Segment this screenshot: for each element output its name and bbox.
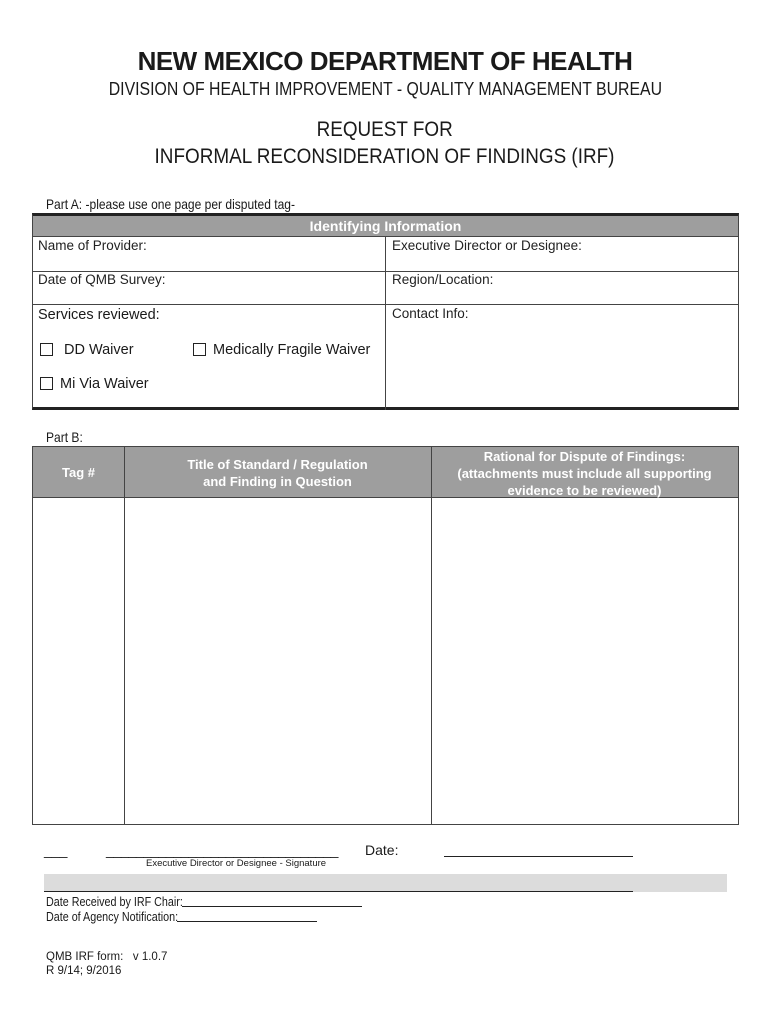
region-location-field[interactable]: Region/Location:: [392, 272, 494, 287]
title-column-header-line1: Title of Standard / Regulation: [187, 457, 368, 472]
signature-caption: Executive Director or Designee - Signature: [146, 858, 327, 869]
rationale-column-header-line3: evidence to be reviewed): [507, 483, 662, 498]
request-title-line2-text: INFORMAL RECONSIDERATION OF FINDINGS (IRF): [155, 145, 615, 168]
date-label: Date:: [365, 842, 399, 858]
rationale-column-header-line1: Rational for Dispute of Findings:: [483, 449, 686, 464]
title-column-header: [124, 456, 431, 490]
medically-fragile-label: Medically Fragile Waiver: [213, 342, 371, 358]
row-divider: [33, 304, 738, 305]
column-divider: [385, 236, 386, 410]
date-received-line[interactable]: [182, 906, 362, 907]
tag-column-header: Tag #: [62, 465, 95, 480]
request-title-line1: [0, 118, 770, 142]
dd-waiver-label: DD Waiver: [64, 342, 134, 358]
contact-info-field[interactable]: Contact Info:: [392, 306, 469, 321]
title-column-header-line2: and Finding in Question: [203, 474, 352, 489]
mi-via-waiver-checkbox[interactable]: [40, 377, 53, 390]
signature-blank-short: ___: [44, 842, 68, 858]
office-use-rule: [44, 891, 633, 892]
medically-fragile-checkbox[interactable]: [193, 343, 206, 356]
provider-name-field[interactable]: Name of Provider:: [38, 238, 147, 253]
dispute-table: [32, 446, 739, 825]
date-notification-label: Date of Agency Notification:: [46, 910, 179, 924]
request-title-line2: [0, 145, 770, 169]
form-subtitle-text: DIVISION OF HEALTH IMPROVEMENT - QUALITY MANAGEMENT BUREAU: [108, 79, 662, 99]
request-title-line1-text: REQUEST FOR: [316, 118, 454, 141]
rationale-input-cell[interactable]: [432, 498, 737, 823]
form-title: NEW MEXICO DEPARTMENT OF HEALTH: [137, 46, 633, 76]
executive-director-field[interactable]: Executive Director or Designee:: [392, 238, 582, 253]
row-divider: [33, 236, 738, 237]
form-revision: R 9/14; 9/2016: [46, 965, 122, 977]
date-notification-line[interactable]: [177, 921, 317, 922]
form-subtitle: [0, 79, 770, 100]
dd-waiver-checkbox[interactable]: [40, 343, 53, 356]
survey-date-field[interactable]: Date of QMB Survey:: [38, 272, 166, 287]
part-b-label: Part B:: [46, 429, 83, 445]
tag-input-cell[interactable]: [34, 498, 123, 823]
signature-line[interactable]: _______________________________: [106, 842, 339, 858]
form-id: QMB IRF form: v 1.0.7: [46, 951, 168, 963]
services-reviewed-label: Services reviewed:: [38, 307, 160, 323]
rationale-column-header-line2: (attachments must include all supporting: [457, 466, 712, 481]
rationale-column-header: [431, 448, 738, 499]
date-line[interactable]: [444, 856, 633, 857]
mi-via-waiver-label: Mi Via Waiver: [60, 376, 149, 392]
date-received-label: Date Received by IRF Chair:: [46, 895, 183, 909]
office-use-bar: [44, 874, 727, 892]
part-a-label: Part A: -please use one page per disputed tag-: [46, 196, 295, 212]
identifying-info-table: [32, 213, 739, 410]
identifying-info-header: Identifying Information: [33, 216, 738, 236]
title-input-cell[interactable]: [125, 498, 430, 823]
